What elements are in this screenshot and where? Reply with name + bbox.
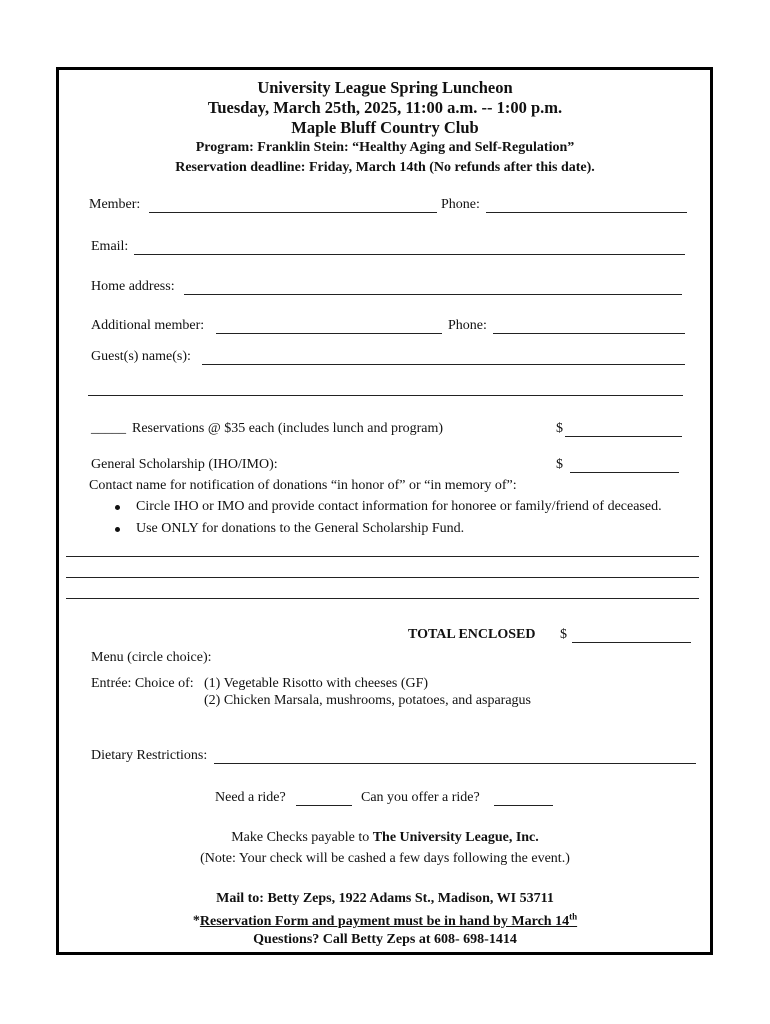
payee-name: The University League, Inc. bbox=[372, 830, 539, 845]
scholarship-label: General Scholarship (IHO/IMO): bbox=[91, 457, 278, 472]
dietary-label: Dietary Restrictions: bbox=[91, 748, 208, 763]
entree-label: Entrée: Choice of: bbox=[91, 676, 194, 691]
guests-field-line-2[interactable] bbox=[88, 395, 683, 396]
scholarship-amount-field[interactable] bbox=[570, 472, 679, 473]
scholarship-dollar-sign: $ bbox=[556, 457, 563, 472]
event-title: University League Spring Luncheon bbox=[257, 78, 513, 97]
home-address-field[interactable] bbox=[184, 294, 682, 295]
reservations-count-blank[interactable]: _____ bbox=[91, 421, 126, 436]
phone-field[interactable] bbox=[486, 212, 687, 213]
additional-member-label: Additional member: bbox=[91, 318, 205, 333]
form-deadline-line: *Reservation Form and payment must be in hand by March 14th bbox=[192, 911, 578, 929]
event-venue: Maple Bluff Country Club bbox=[291, 118, 479, 137]
reservations-amount-field[interactable] bbox=[565, 436, 682, 437]
member-field[interactable] bbox=[149, 212, 437, 213]
offer-ride-label: Can you offer a ride? bbox=[361, 790, 480, 805]
bullet-icon bbox=[115, 505, 120, 510]
mail-to: Mail to: Betty Zeps, 1922 Adams St., Madison, WI 53711 bbox=[216, 891, 554, 906]
menu-heading: Menu (circle choice): bbox=[91, 650, 212, 665]
email-label: Email: bbox=[91, 239, 129, 254]
guests-label: Guest(s) name(s): bbox=[91, 349, 191, 364]
program-line: Program: Franklin Stein: “Healthy Aging and Self-Regulation” bbox=[195, 140, 575, 155]
contact-line-1[interactable] bbox=[66, 556, 699, 557]
total-amount-field[interactable] bbox=[572, 642, 691, 643]
additional-phone-field[interactable] bbox=[493, 333, 685, 334]
phone-label: Phone: bbox=[441, 197, 480, 212]
bullet-icon bbox=[115, 527, 120, 532]
entree-option-2[interactable]: (2) Chicken Marsala, mushrooms, potatoes, and asparagus bbox=[204, 693, 531, 708]
total-dollar-sign: $ bbox=[560, 627, 567, 642]
email-field[interactable] bbox=[134, 254, 685, 255]
offer-ride-field[interactable] bbox=[494, 805, 553, 806]
questions-line: Questions? Call Betty Zeps at 608- 698-1414 bbox=[253, 932, 517, 947]
reservations-dollar-sign: $ bbox=[556, 421, 563, 436]
additional-phone-label: Phone: bbox=[448, 318, 487, 333]
guests-field[interactable] bbox=[202, 364, 685, 365]
contact-line-2[interactable] bbox=[66, 577, 699, 578]
reservations-label: Reservations @ $35 each (includes lunch and program) bbox=[132, 421, 444, 436]
entree-option-1[interactable]: (1) Vegetable Risotto with cheeses (GF) bbox=[204, 676, 429, 691]
checks-payable-line: Make Checks payable to The University League, Inc. bbox=[231, 830, 539, 845]
reservation-deadline: Reservation deadline: Friday, March 14th (No refunds after this date). bbox=[175, 160, 595, 175]
need-ride-field[interactable] bbox=[296, 805, 352, 806]
event-date-time: Tuesday, March 25th, 2025, 11:00 a.m. -- 1:00 p.m. bbox=[207, 98, 563, 117]
check-note: (Note: Your check will be cashed a few days following the event.) bbox=[200, 851, 570, 866]
contact-line-3[interactable] bbox=[66, 598, 699, 599]
scholarship-bullet-2: Use ONLY for donations to the General Scholarship Fund. bbox=[136, 521, 465, 536]
home-address-label: Home address: bbox=[91, 279, 175, 294]
need-ride-label: Need a ride? bbox=[215, 790, 286, 805]
total-enclosed-label: TOTAL ENCLOSED bbox=[408, 627, 536, 642]
scholarship-bullet-1: Circle IHO or IMO and provide contact information for honoree or family/friend of deceased. bbox=[136, 499, 662, 514]
member-label: Member: bbox=[89, 197, 141, 212]
additional-member-field[interactable] bbox=[216, 333, 442, 334]
contact-note: Contact name for notification of donations “in honor of” or “in memory of”: bbox=[89, 478, 517, 493]
dietary-field[interactable] bbox=[214, 763, 696, 764]
